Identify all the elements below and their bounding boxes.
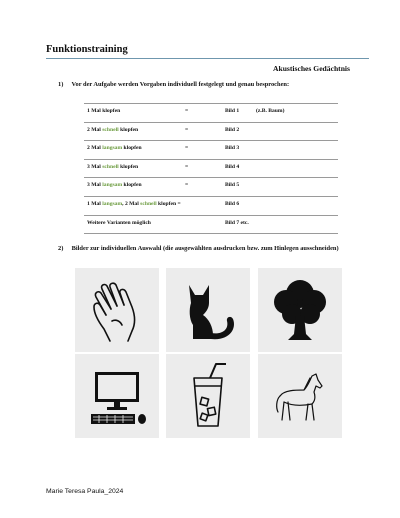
rule-equals: = xyxy=(185,182,189,189)
tree-icon xyxy=(264,274,336,346)
rule-action: 2 Mal schnell klopfen xyxy=(87,126,139,133)
rule-image: Bild 5 xyxy=(225,182,240,189)
rule-row xyxy=(84,197,338,216)
rule-action: 3 Mal langsam klopfen xyxy=(87,182,142,189)
tempo-word: schnell xyxy=(102,126,119,133)
rules-table xyxy=(84,103,338,234)
picture-card-drink[interactable] xyxy=(166,354,250,438)
section-2-text: Bilder zur individuellen Auswahl (die ausgewählten ausdrucken bzw. zum Hinlegen ausschneiden) xyxy=(71,245,339,252)
picture-card-cat[interactable] xyxy=(166,268,250,352)
drink-glass-icon xyxy=(172,360,244,432)
picture-card-hand[interactable] xyxy=(75,268,159,352)
section-2-heading xyxy=(58,245,339,252)
picture-card-tree[interactable] xyxy=(258,268,342,352)
rule-equals: = xyxy=(185,126,189,133)
rule-action: 1 Mal langsam, 2 Mal schnell klopfen = xyxy=(87,200,181,207)
tempo-word: schnell xyxy=(102,163,119,170)
hand-icon xyxy=(82,275,152,345)
section-2-number: 2) xyxy=(58,245,64,252)
horse-icon xyxy=(264,360,336,432)
title-divider xyxy=(46,58,369,59)
cat-icon xyxy=(173,275,243,345)
rule-equals: = xyxy=(185,145,189,152)
rule-row xyxy=(84,160,338,179)
rule-image: Bild 4 xyxy=(225,163,240,170)
rule-equals: = xyxy=(185,108,189,114)
rule-note: (z.B. Baum) xyxy=(256,108,285,114)
footer-author: Marie Teresa Paula_2024 xyxy=(46,488,124,495)
rule-image: Bild 7 etc. xyxy=(225,219,249,226)
tempo-word: langsam xyxy=(102,200,123,207)
rule-row xyxy=(84,104,338,123)
picture-card-horse[interactable] xyxy=(258,354,342,438)
rule-image: Bild 3 xyxy=(225,145,240,152)
rule-row xyxy=(84,178,338,197)
rule-image: Bild 1 xyxy=(225,108,240,114)
tempo-word: langsam xyxy=(102,145,123,152)
section-1-number: 1) xyxy=(58,81,64,88)
section-1-text: Vor der Aufgabe werden Vorgaben individuell festgelegt und genau besprochen: xyxy=(71,81,290,88)
rule-action: Weitere Varianten möglich xyxy=(87,219,151,226)
section-1-heading xyxy=(58,81,289,88)
tempo-word: schnell xyxy=(140,200,157,207)
page-subtitle: Akustisches Gedächtnis xyxy=(272,64,350,73)
rule-action: 1 Mal klopfen xyxy=(87,108,121,114)
rule-row xyxy=(84,141,338,160)
rule-action: 2 Mal langsam klopfen xyxy=(87,145,142,152)
tempo-word: langsam xyxy=(102,182,123,189)
computer-icon xyxy=(81,360,153,432)
rule-image: Bild 2 xyxy=(225,126,240,133)
rule-row xyxy=(84,216,338,235)
rule-equals: = xyxy=(185,163,189,170)
rule-action: 3 Mal schnell klopfen xyxy=(87,163,139,170)
rule-image: Bild 6 xyxy=(225,200,240,207)
page-title: Funktionstraining xyxy=(46,44,128,55)
picture-card-computer[interactable] xyxy=(75,354,159,438)
rule-row xyxy=(84,123,338,142)
